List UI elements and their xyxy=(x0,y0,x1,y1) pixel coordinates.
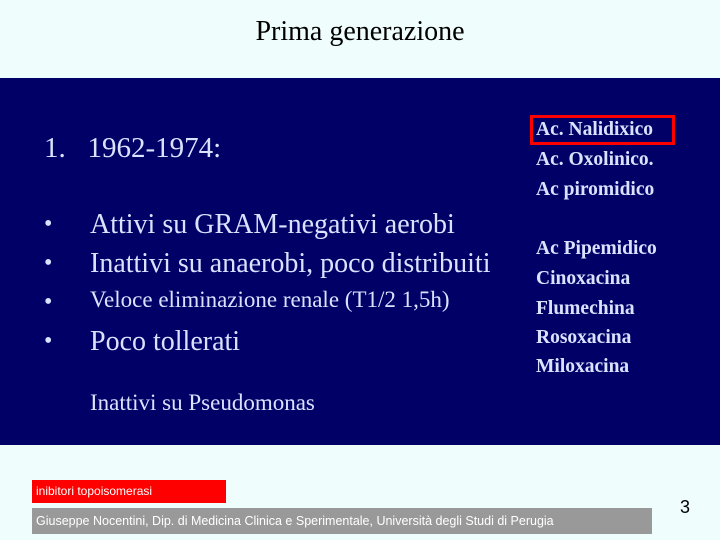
bullet-marker: • xyxy=(44,250,53,276)
bullet-item: Inattivi su anaerobi, poco distribuiti xyxy=(90,248,491,279)
bullet-marker: • xyxy=(44,211,53,237)
bullet-marker: • xyxy=(44,289,53,315)
drug-name: Ac Pipemidico xyxy=(536,238,657,259)
drug-name: Flumechina xyxy=(536,298,635,319)
content-panel xyxy=(0,78,720,445)
drug-name: Ac. Oxolinico. xyxy=(536,149,654,170)
period-text: 1962-1974: xyxy=(87,132,222,164)
topic-tag: inibitori topoisomerasi xyxy=(32,480,226,503)
pseudomonas-note: Inattivi su Pseudomonas xyxy=(90,390,315,415)
drug-name: Miloxacina xyxy=(536,356,630,377)
author-footer: Giuseppe Nocentini, Dip. di Medicina Clinica e Sperimentale, Università degli Studi di Perugia xyxy=(32,508,652,534)
bullet-marker: • xyxy=(44,328,53,354)
list-number: 1. xyxy=(44,132,66,164)
drug-name: Cinoxacina xyxy=(536,268,631,289)
bullet-item: Veloce eliminazione renale (T1/2 1,5h) xyxy=(90,287,450,312)
drug-name: Ac piromidico xyxy=(536,179,655,200)
period-heading xyxy=(44,132,221,165)
bullet-item: Poco tollerati xyxy=(90,326,241,357)
drug-name: Rosoxacina xyxy=(536,327,632,348)
drug-name: Ac. Nalidixico xyxy=(536,119,653,140)
bullet-item: Attivi su GRAM-negativi aerobi xyxy=(90,209,455,240)
slide-title: Prima generazione xyxy=(255,16,465,47)
page-number: 3 xyxy=(680,497,691,517)
